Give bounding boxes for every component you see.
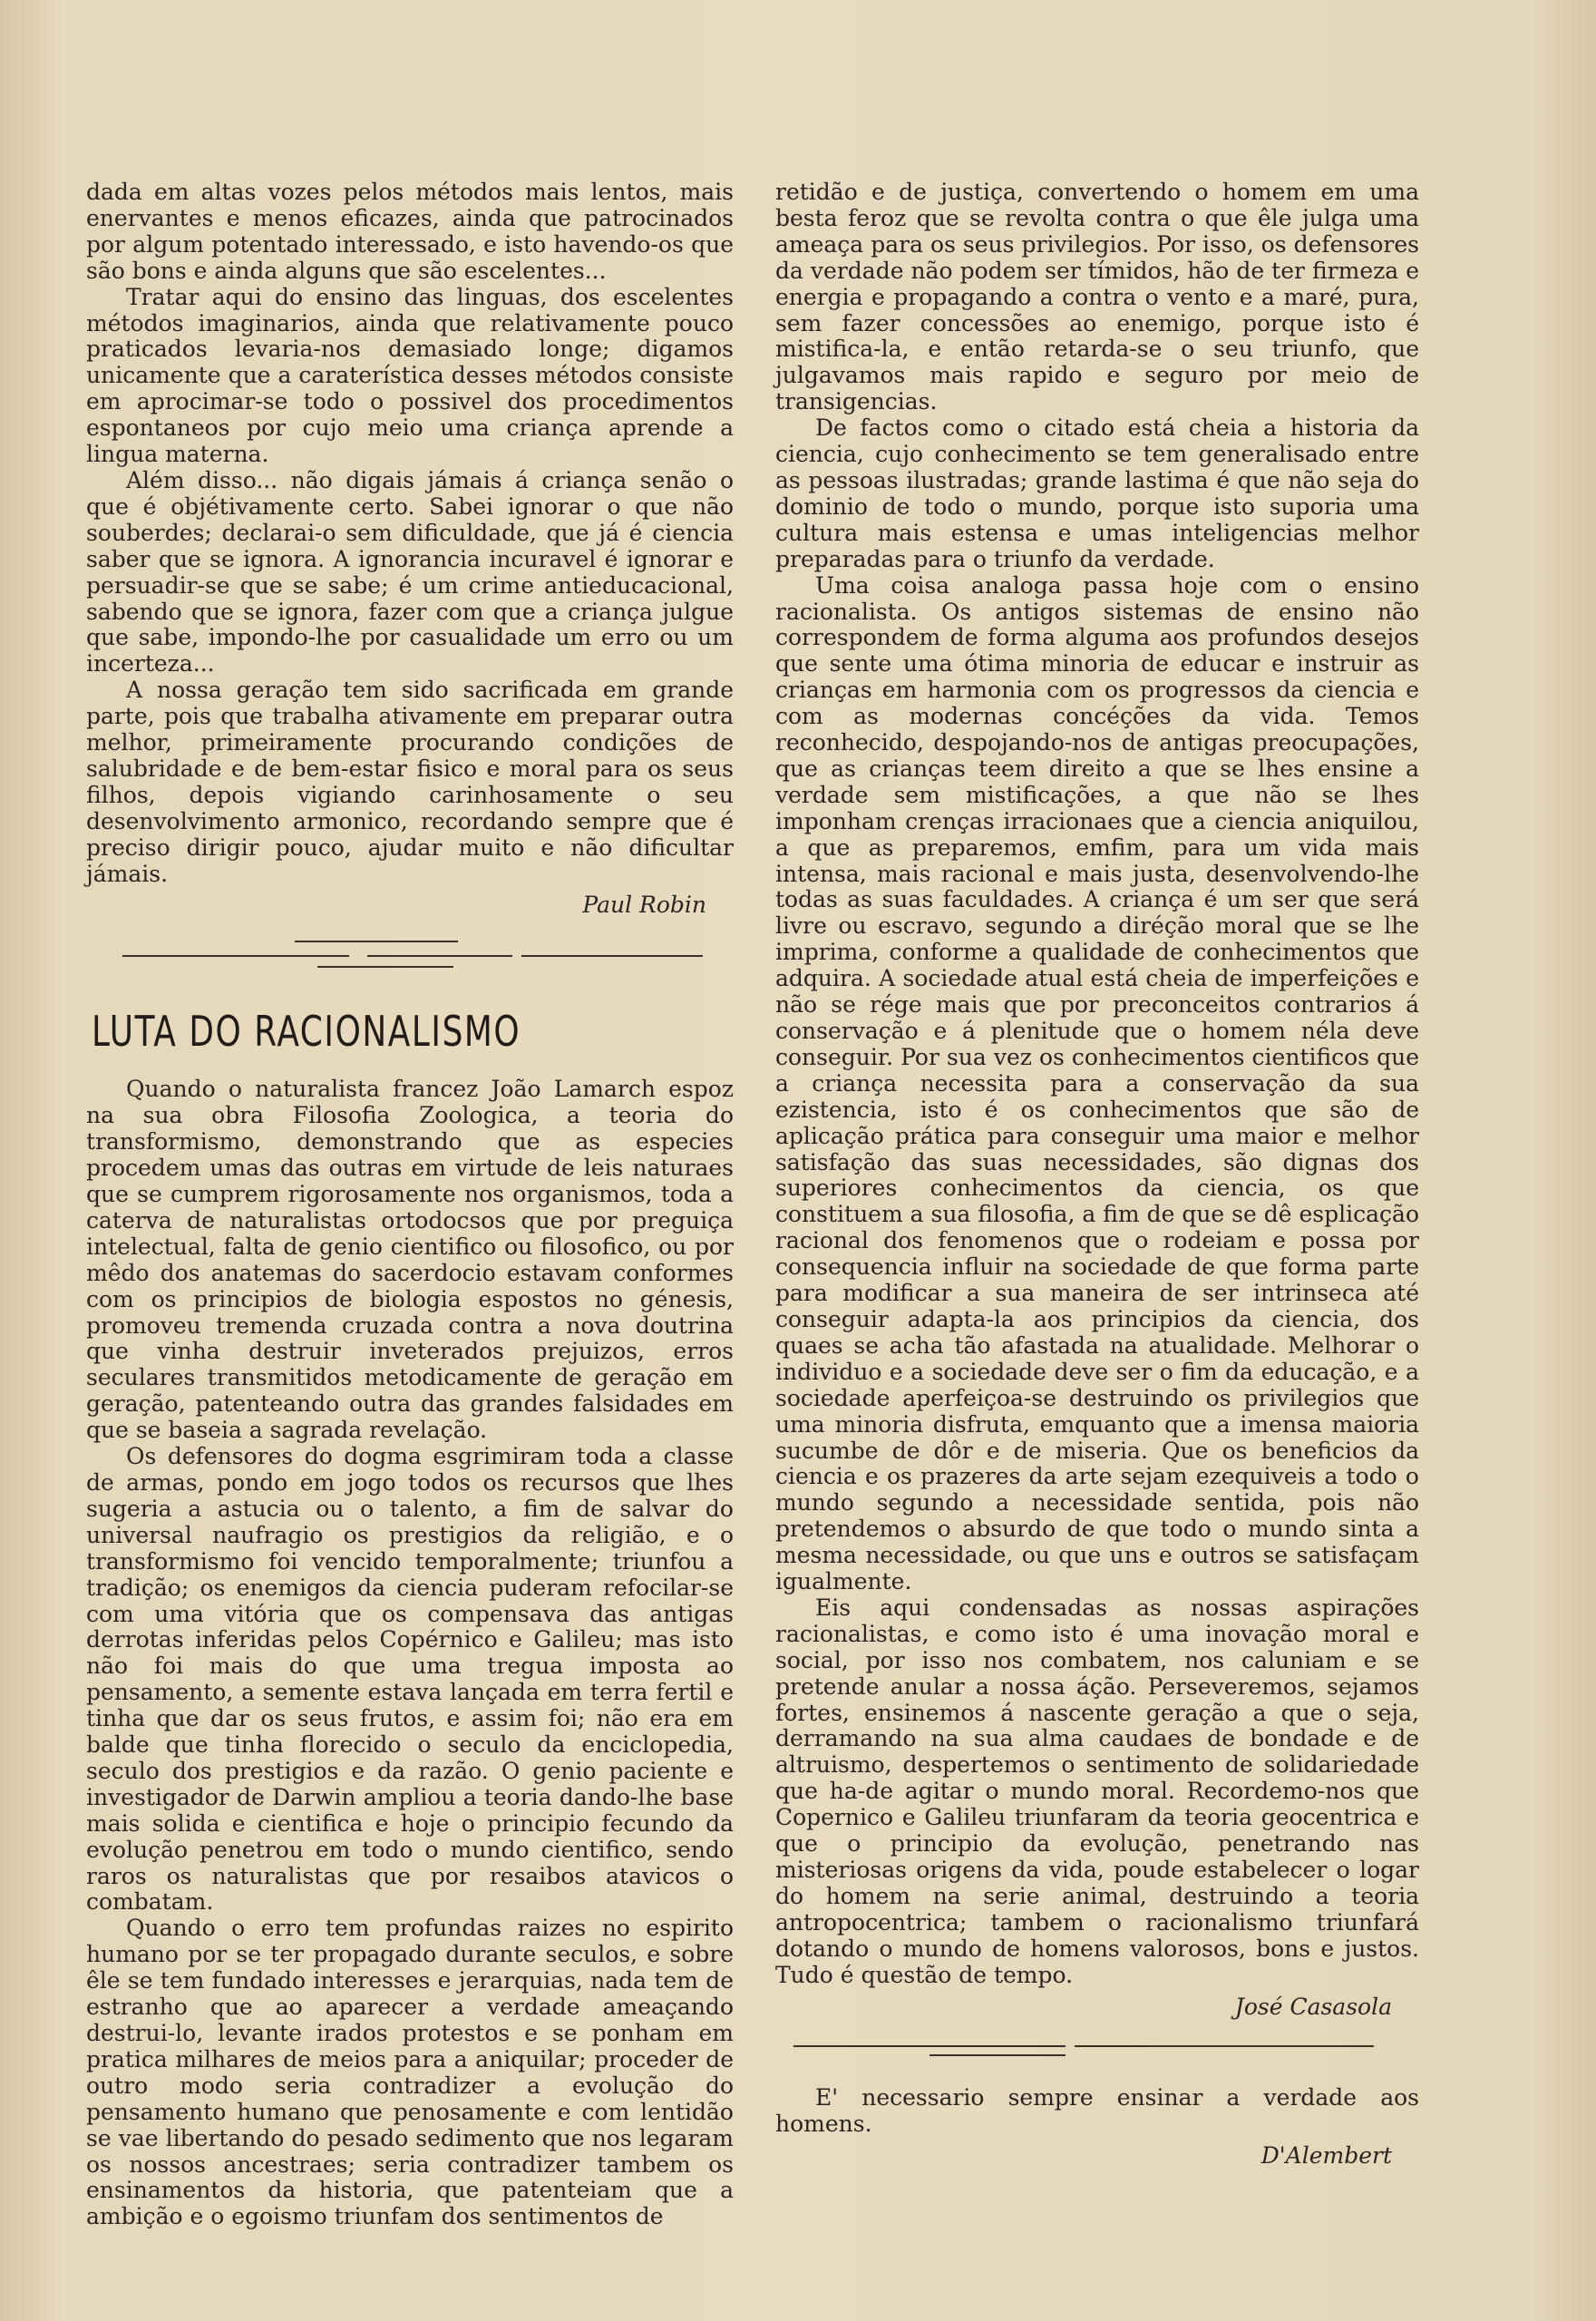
paragraph: dada em altas vozes pelos métodos mais lentos, mais enervantes e menos eficazes, ainda que patrocinados por algum potentado interessado, e isto havendo-os que são bons e ainda alguns que são escelentes... [86,179,734,284]
divider-line [793,2045,1066,2047]
paragraph: A nossa geração tem sido sacrificada em grande parte, pois que trabalha ativamente em preparar outra melhor, primeiramente procurando condições de salubridade e de bem-estar fisico e moral para os seus filhos, depois vigiando carinhosamente o seu desenvolvimento armonico, recordando sempre que é preciso dirigir pouco, ajudar muito e não dificultar jámais. [86,677,734,887]
paragraph: Uma coisa analoga passa hoje com o ensino racionalista. Os antigos sistemas de ensino não correspondem de forma alguma aos profundos desejos que sente uma ótima minoria de educar e instruir as crianças em harmonia com os progressos da ciencia e com as modernas concéções da vida. Temos reconhecido, despojando-nos de antigas preocupações, que as crianças teem direito a que se lhes ensine a verdade sem mistificações, a que não se lhes imponham crenças irracionaes que a ciencia aniquilou, a que as preparemos, emfim, para um vida mais intensa, mais racional e mais justa, desenvolvendo-lhe todas as suas faculdades. A criança é um ser que será livre ou escravo, segundo a diréção moral que se lhe imprima, conforme a qualidade de conhecimentos que adquira. A sociedade atual está cheia de imperfeições e não se rége mais que por preconceitos contrarios á conservação e á plenitude que o homem néla deve conseguir. Por sua vez os conhecimentos cientificos que a criança necessita para a conservação da sua ezistencia, isto é os conhecimentos que são de aplicação prática para conseguir uma maior e melhor satisfação das suas necessidades, são dignas dos superiores conhecimentos da ciencia, os que constituem a sua filosofia, a fim de que se dê esplicação racional dos fenomenos que o rodeiam e possa por consequencia influir na sociedade de que forma parte para modificar a sua maneira de ser intrinseca até conseguir adapta-la aos principios da ciencia, dos quaes se acha tão afastada na atualidade. Melhorar o individuo e a sociedade deve ser o fim da educação, e a sociedade aperfeiçoa-se destruindo os privilegios que uma minoria disfruta, emquanto que a imensa maioria sucumbe de dôr e de miseria. Que os beneficios da ciencia e os prazeres da arte sejam ezequiveis a todo o mundo segundo a necessidade sentida, pois não pretendemos o absurdo de que todo o mundo sinta a mesma necessidade, ou que uns e outros se satisfaçam igualmente. [775,571,1419,1595]
author-signature: José Casasola [1234,1993,1392,2020]
right-column [775,180,1419,2170]
left-column [86,180,734,2230]
paragraph: De factos como o citado está cheia a historia da ciencia, cujo conhecimento se tem generalisado entre as pessoas ilustradas; grande lastima é que não seja do dominio de todo o mundo, porque isto suporia uma cultura mais estensa e umas inteligencias melhor preparadas para o triunfo da verdade. [775,414,1419,572]
paragraph: retidão e de justiça, convertendo o homem em uma besta feroz que se revolta contra o que êle julga uma ameaça para os seus privilegios. Por isso, os defensores da verdade não podem ser tímidos, hão de ter firmeza e energia e propagando a contra o vento e a maré, pura, sem fazer concessões ao enemigo, porque isto é mistifica-la, e então retarda-se o seu triunfo, que julgavamos mais rapido e seguro por meio de transigencias. [775,179,1419,415]
quote-text: E' necessario sempre ensinar a verdade aos homens. [775,2084,1419,2138]
author-signature: D'Alembert [1260,2142,1392,2170]
divider-line [521,955,703,957]
section-divider [775,2033,1419,2078]
section-divider [86,931,734,995]
section-heading: LUTA DO RACIONALISMO [92,1007,521,1057]
author-signature: Paul Robin [582,892,706,919]
divider-line [317,966,453,968]
paragraph: Além disso... não digais jámais á criança senão o que é objétivamente certo. Sabei ignorar o que não souberdes; declarai-o sem dificuldade, que já é ciencia saber que se ignora. A ignorancia incuravel é ignorar e persuadir-se que se sabe; é um crime antieducacional, sabendo que se ignora, fazer com que a criança julgue que sabe, impondo-lhe por casualidade um erro ou um incerteza... [86,466,734,678]
paragraph: Quando o naturalista francez João Lamarch espoz na sua obra Filosofia Zoologica, a teoria do transformismo, demonstrando que as especies procedem umas das outras em virtude de leis naturaes que se cumprem rigorosamente nos organismos, toda a caterva de naturalistas ortodocsos que por preguiça intelectual, falta de genio cientifico ou filosofico, ou por mêdo dos anatemas do sacerdocio estavam conformes com os principios de biologia espostos no génesis, promoveu tremenda cruzada contra a nova doutrina que vinha destruir inveterados prejuizos, erros seculares transmitidos metodicamente de geração em geração, patenteando outra das grandes falsidades em que se baseia a sagrada revelação. [86,1076,734,1444]
paragraph: Tratar aqui do ensino das linguas, dos escelentes métodos imaginarios, ainda que relativamente pouco praticados levaria-nos demasiado longe; digamos unicamente que a caraterística desses métodos consiste em aprocimar-se todo o possivel dos procedimentos espontaneos por cujo meio uma criança aprende a lingua materna. [86,283,734,468]
paragraph: Os defensores do dogma esgrimiram toda a classe de armas, pondo em jogo todos os recursos que lhes sugeria a astucia ou o talento, a fim de salvar do universal naufragio os prestigios da religião, e o transformismo foi vencido temporalmente; triunfou a tradição; os enemigos da ciencia puderam refocilar-se com uma vitória que os compensava das antigas derrotas inferidas pelos Copérnico e Galileu; mas isto não foi mais do que uma tregua imposta ao pensamento, a semente estava lançada em terra fertil e tinha que dar os seus frutos, e assim foi; não era em balde que tinha florecido o seculo da enciclopedia, seculo dos prestigios e da razão. O genio paciente e investigador de Darwin ampliou a teoria dando-lhe base mais solida e cientifica e hoje o principio fecundo da evolução penetrou em todo o mundo cientifico, sendo raros os naturalistas que por resaibos atavicos o combatam. [86,1443,734,1916]
divider-line [1075,2045,1374,2047]
divider-line [929,2054,1066,2056]
paragraph: Quando o erro tem profundas raizes no espirito humano por se ter propagado durante seculos, e sobre êle se tem fundado interesses e jerarquias, nada tem de estranho que ao aparecer a verdade ameaçando destrui-lo, levante irados protestos e se ponham em pratica milhares de meios para a aniquilar; proceder de outro modo seria contradizer a evolução do pensamento humano que penosamente e com lentidão se vae libertando do pesado sedimento que nos legaram os nossos ancestraes; seria contradizer tambem os ensinamentos da historia, que patenteiam que a ambição e o egoismo triunfam dos sentimentos de [86,1915,734,2230]
divider-line [367,955,512,957]
paragraph: Eis aqui condensadas as nossas aspirações racionalistas, e como isto é uma inovação moral e social, por isso nos combatem, nos caluniam e se pretende anular a nossa áção. Perseveremos, sejamos fortes, ensinemos á nascente geração a que o seja, derramando na sua alma caudaes de bondade e de altruismo, despertemos o sentimento de solidariedade que ha-de agitar o mundo moral. Recordemo-nos que Copernico e Galileu triunfaram da teoria geocentrica e que o principio da evolução, penetrando nas misteriosas origens da vida, poude estabelecer o logar do homem na serie animal, destruindo a teoria antropocentrica; tambem o racionalismo triunfará dotando o mundo de homens valorosos, bons e justos. Tudo é questão de tempo. [775,1594,1419,1988]
divider-line [122,955,349,957]
divider-line [295,941,458,942]
